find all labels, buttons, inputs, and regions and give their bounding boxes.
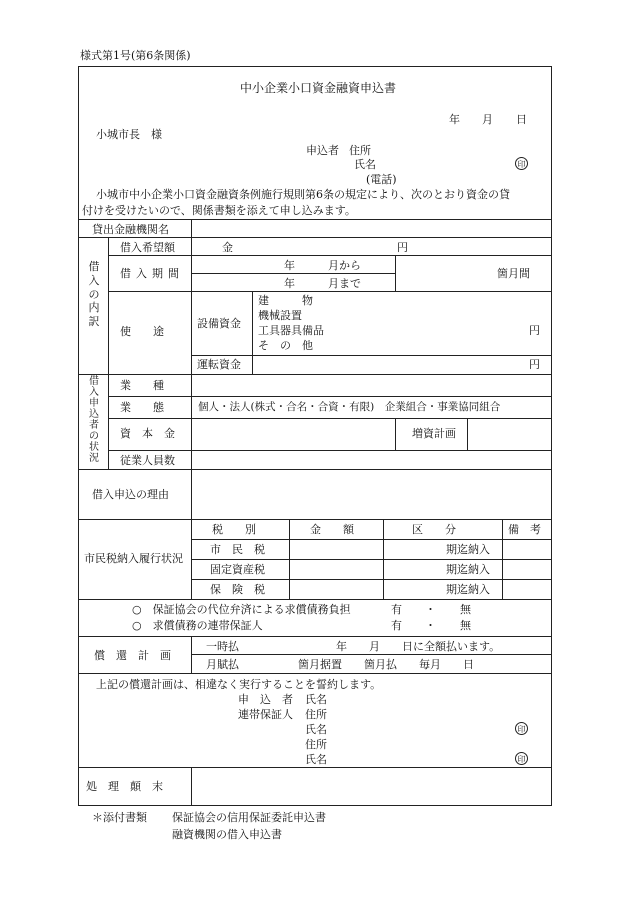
tax-header: 備 考 (508, 523, 541, 536)
form-number: 様式第1号(第6条関係) (80, 49, 191, 62)
applicant-address-label[interactable]: 住所 (349, 144, 371, 157)
guarantee-no[interactable]: 無 (460, 619, 471, 632)
processing-label: 処 理 顛 末 (86, 780, 163, 793)
applicant-label: 申込者 (306, 144, 339, 157)
lump-label: 一時払 (206, 640, 239, 653)
guarantee-dot: ・ (425, 619, 436, 632)
pledge-guarantor-address[interactable]: 住所 (305, 738, 327, 751)
tax-header: 区 分 (412, 523, 456, 536)
date-year[interactable]: 年 (449, 113, 460, 126)
guarantee-item: ○ 求償債務の連帯保証人 (132, 619, 263, 632)
employees-label: 従業人員数 (120, 454, 175, 467)
guarantee-no[interactable]: 無 (460, 603, 471, 616)
seal-icon: 印 (515, 157, 528, 170)
guarantee-yes[interactable]: 有 (391, 619, 402, 632)
tax-row-status: 期迄納入 (446, 563, 490, 576)
intro-line-2: 付けを受けたいので、関係書類を添えて申し込みます。 (82, 204, 356, 217)
attachments-label: ＊添付書類 (92, 811, 147, 824)
loan-section-label: 借入の内訳 (88, 260, 100, 328)
period-to[interactable]: 年 月まで (284, 277, 361, 290)
addressee: 小城市長 様 (96, 128, 162, 141)
guarantee-yes[interactable]: 有 (391, 603, 402, 616)
reason-label: 借入申込の理由 (92, 488, 169, 501)
period-from[interactable]: 年 月から (284, 259, 361, 272)
pledge-text: 上記の償還計画は、相違なく実行することを誓約します。 (96, 678, 382, 691)
intro-line-1: 小城市中小企業小口資金融資条例施行規則第6条の規定により、次のとおり資金の貸 (96, 188, 510, 201)
equipment-item: そ の 他 (258, 339, 313, 352)
operating-label: 運転資金 (197, 358, 241, 371)
months-unit: 箇月間 (497, 267, 530, 280)
pledge-applicant-label: 申 込 者 (238, 693, 293, 706)
tax-row-name: 固定資産税 (210, 563, 265, 576)
business-label: 業 態 (120, 401, 164, 414)
guarantee-item: ○ 保証協会の代位弁済による求償債務負担 (132, 603, 351, 616)
lump-text[interactable]: 年 月 日に全額払います。 (336, 640, 501, 653)
amount-unit: 円 (397, 241, 408, 254)
guarantee-dot: ・ (425, 603, 436, 616)
tax-header: 金 額 (310, 523, 354, 536)
repayment-label: 償 還 計 画 (94, 649, 171, 662)
attachment-item: 保証協会の信用保証委託申込書 (172, 811, 326, 824)
equipment-item: 建 物 (258, 294, 313, 307)
business-value[interactable]: 個人・法人(株式・合名・合資・有限) 企業組合・事業協同組合 (198, 401, 501, 413)
seal-icon: 印 (515, 752, 528, 765)
tax-row-name: 保 険 税 (210, 583, 265, 596)
seal-icon: 印 (515, 722, 528, 735)
equipment-item: 機械設置 (258, 309, 302, 322)
monthly-text[interactable]: 箇月据置 箇月払 毎月 日 (298, 658, 474, 671)
amount-label: 借入希望額 (120, 241, 175, 254)
pledge-guarantor-name[interactable]: 氏名 (305, 723, 327, 736)
operating-unit: 円 (529, 358, 540, 371)
pledge-guarantor-address[interactable]: 住所 (305, 708, 327, 721)
attachment-item: 融資機関の借入申込書 (172, 828, 282, 841)
equipment-unit: 円 (529, 324, 540, 337)
capital-label: 資 本 金 (120, 427, 175, 440)
borrower-section-label: 借入申込者の状況 (89, 376, 99, 464)
form-title: 中小企業小口資金融資申込書 (240, 81, 397, 95)
period-label: 借入期間 (120, 267, 184, 280)
purpose-label: 使 途 (120, 325, 164, 338)
pledge-guarantor-name[interactable]: 氏名 (305, 753, 327, 766)
date-day[interactable]: 日 (516, 113, 527, 126)
applicant-name-label[interactable]: 氏名 (354, 158, 376, 171)
tax-header: 税 別 (212, 523, 256, 536)
tax-row-name: 市 民 税 (210, 543, 265, 556)
lender-label: 貸出金融機関名 (92, 223, 169, 236)
monthly-label: 月賦払 (206, 658, 239, 671)
applicant-phone-label[interactable]: (電話) (366, 173, 397, 186)
capital-plan-label: 増資計画 (412, 427, 456, 440)
pledge-guarantor-label: 連帯保証人 (238, 708, 293, 721)
date-month[interactable]: 月 (482, 113, 493, 126)
pledge-applicant-name[interactable]: 氏名 (305, 693, 327, 706)
industry-label: 業 種 (120, 379, 164, 392)
equipment-item: 工具器具備品 (258, 324, 324, 337)
tax-row-status: 期迄納入 (446, 543, 490, 556)
amount-prefix: 金 (222, 241, 233, 254)
equipment-label: 設備資金 (197, 317, 241, 330)
tax-row-status: 期迄納入 (446, 583, 490, 596)
tax-section-label: 市民税納入履行状況 (84, 552, 183, 565)
